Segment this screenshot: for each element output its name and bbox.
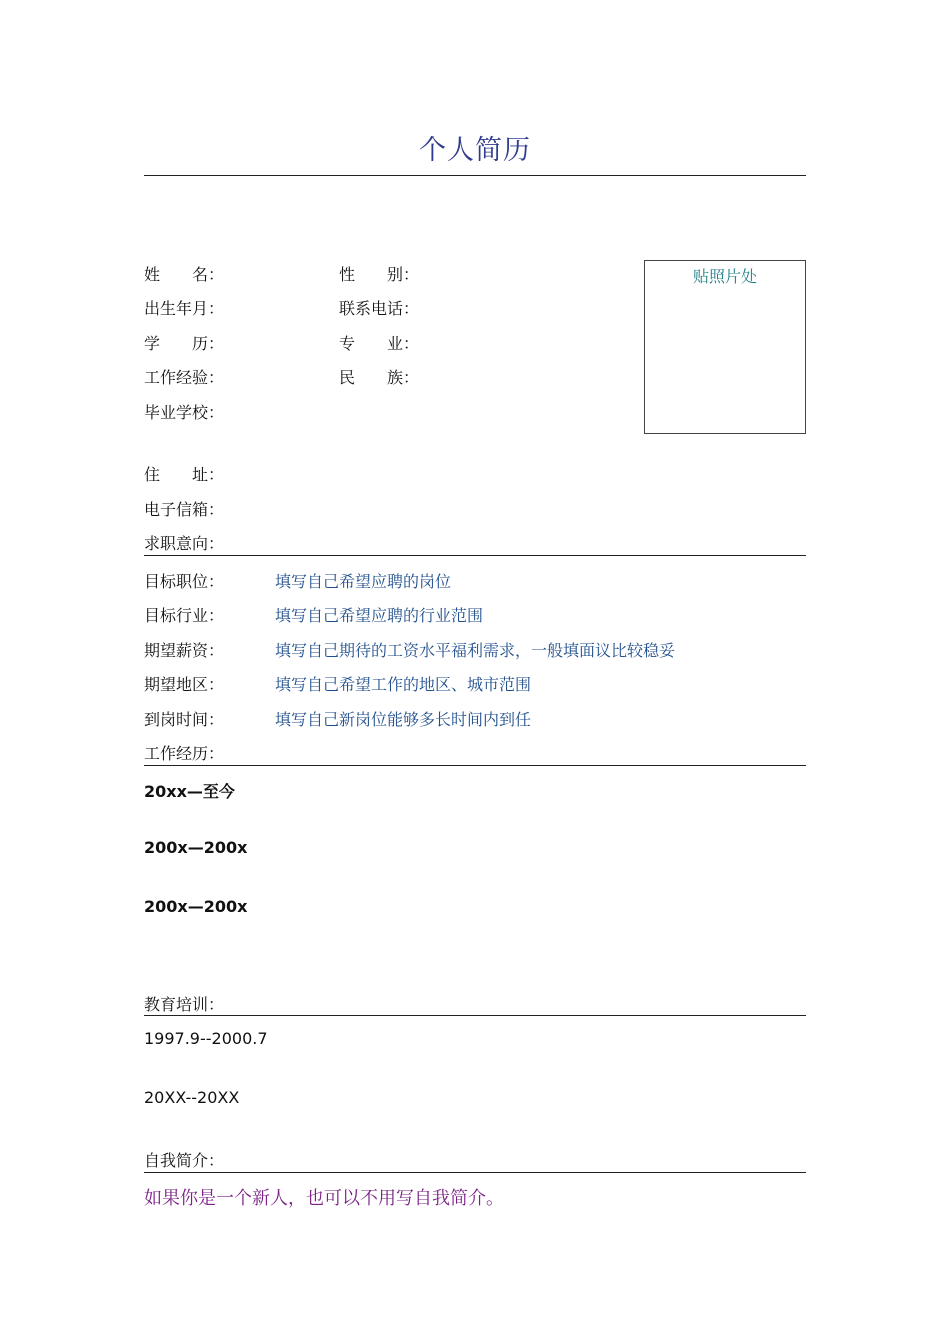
expected-region-label: 期望地区： — [144, 675, 225, 694]
intent-divider — [144, 555, 806, 556]
self-intro-divider — [144, 1172, 806, 1173]
work-history-heading: 工作经历： — [144, 744, 225, 763]
birth-label: 出生年月： — [144, 299, 225, 318]
target-industry-label: 目标行业： — [144, 606, 225, 625]
phone-label: 联系电话： — [339, 299, 420, 318]
self-intro-heading: 自我简介： — [144, 1151, 225, 1170]
expected-region-value: 填写自己希望工作的地区、城市范围 — [275, 675, 532, 694]
training-divider — [144, 1015, 806, 1016]
experience-label: 工作经验： — [144, 368, 225, 387]
education-label: 学 历： — [144, 334, 225, 353]
target-position-label: 目标职位： — [144, 572, 225, 591]
start-time-label: 到岗时间： — [144, 710, 225, 729]
address-label: 住 址： — [144, 465, 225, 484]
email-label: 电子信箱： — [144, 500, 225, 519]
target-position-value: 填写自己希望应聘的岗位 — [275, 572, 452, 591]
work-history-divider — [144, 765, 806, 766]
major-label: 专 业： — [339, 334, 420, 353]
work-period: 20xx—至今 — [144, 782, 235, 801]
gender-label: 性 别： — [339, 265, 420, 284]
intent-heading: 求职意向： — [144, 534, 225, 553]
name-label: 姓 名： — [144, 265, 225, 284]
training-period: 1997.9--2000.7 — [144, 1029, 268, 1048]
ethnicity-label: 民 族： — [339, 368, 420, 387]
work-period: 200x—200x — [144, 838, 248, 857]
work-period: 200x—200x — [144, 897, 248, 916]
self-intro-text: 如果你是一个新人，也可以不用写自我简介。 — [144, 1188, 504, 1209]
training-period: 20XX--20XX — [144, 1088, 240, 1107]
training-heading: 教育培训： — [144, 995, 225, 1014]
expected-salary-label: 期望薪资： — [144, 641, 225, 660]
page-title: 个人简历 — [419, 135, 531, 166]
photo-label: 贴照片处 — [692, 267, 757, 286]
school-label: 毕业学校： — [144, 403, 225, 422]
expected-salary-value: 填写自己期待的工资水平福利需求，一般填面议比较稳妥 — [275, 641, 676, 660]
title-divider — [144, 175, 806, 176]
photo-placeholder — [644, 260, 806, 434]
target-industry-value: 填写自己希望应聘的行业范围 — [275, 606, 484, 625]
start-time-value: 填写自己新岗位能够多长时间内到任 — [275, 710, 532, 729]
